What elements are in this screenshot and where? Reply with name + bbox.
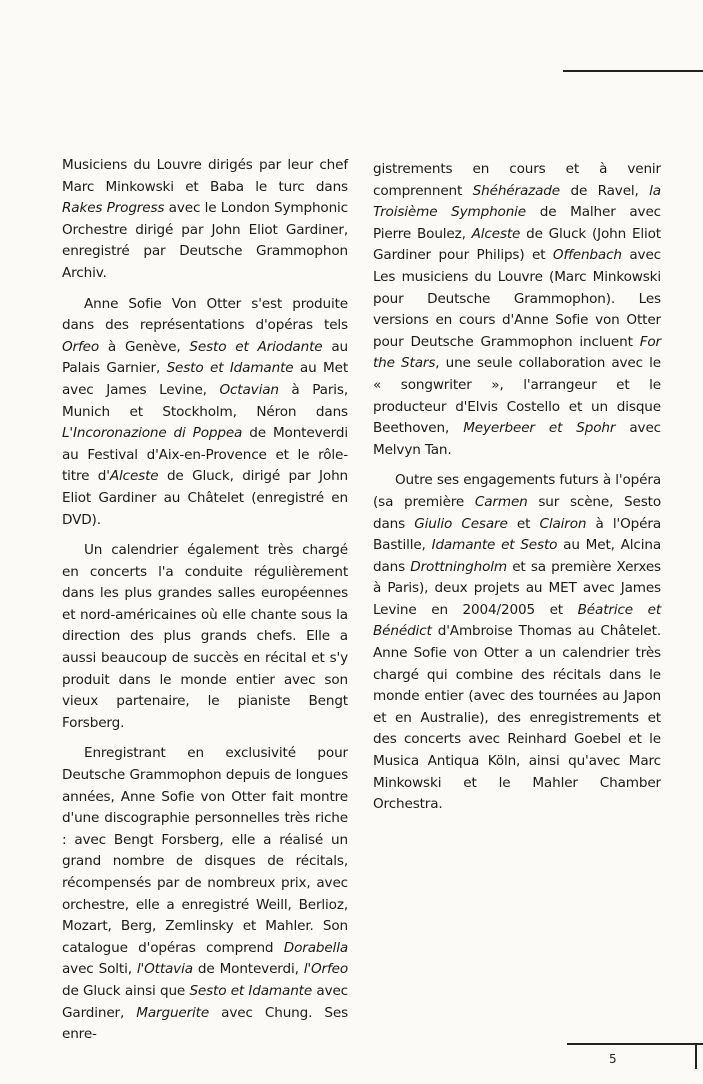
italic-title: Carmen bbox=[474, 493, 528, 510]
text-run: avec Solti, bbox=[62, 961, 137, 978]
bottom-rule bbox=[567, 1043, 703, 1045]
text-run: avec Gardiner, bbox=[62, 982, 348, 1021]
text-run: de Malher avec Pierre Boulez, bbox=[373, 204, 661, 242]
text-run: Anne Sofie Von Otter s'est produite dans des représentations d'opéras tels bbox=[62, 295, 348, 334]
text-run: de Gluck (John Eliot Gardiner pour Philips) et bbox=[373, 225, 661, 264]
italic-title: Rakes Progress bbox=[62, 200, 165, 217]
text-run: avec Melvyn Tan. bbox=[373, 420, 661, 458]
text-run: Un calendrier également très chargé en concerts l'a conduite régulièrement dans les plus grandes salles européennes et nord-américaines où elle chante sous la direction des plus grands chefs. Elle a aussi beaucoup de succès en récital et s'y produit dans le monde entier avec son vieux partenaire, le pianiste Bengt Forsberg. bbox=[62, 542, 348, 731]
italic-title: l'Ottavia bbox=[136, 961, 193, 978]
italic-title: Alceste bbox=[471, 225, 521, 242]
text-run: à Paris, Munich et Stockholm, Néron dans bbox=[62, 381, 348, 420]
italic-title: Orfeo bbox=[62, 338, 100, 355]
italic-title: Shéhérazade bbox=[472, 182, 560, 199]
paragraph bbox=[62, 155, 348, 285]
italic-title: Marguerite bbox=[136, 1004, 210, 1021]
italic-title: Giulio Cesare bbox=[414, 515, 508, 532]
text-run: de Ravel, bbox=[560, 182, 650, 199]
italic-title: Idamante et Sesto bbox=[431, 537, 558, 554]
paragraph bbox=[373, 159, 661, 461]
text-run: au Palais Garnier, bbox=[62, 338, 349, 377]
text-run: de Monteverdi au Festival d'Aix-en-Provence et le rôle-titre d' bbox=[62, 425, 348, 485]
italic-title: Dorabella bbox=[283, 939, 348, 956]
bottom-rule-tick bbox=[695, 1043, 697, 1069]
paragraph bbox=[62, 743, 348, 1045]
text-run: gistrements en cours et à venir comprennent bbox=[373, 161, 661, 199]
text-run: de Monteverdi, bbox=[192, 961, 304, 978]
italic-title: Béatrice et Bénédict bbox=[373, 601, 662, 640]
italic-title: For the Stars bbox=[373, 333, 661, 372]
italic-title: Meyerbeer et Spohr bbox=[463, 420, 616, 437]
paragraph bbox=[62, 294, 348, 532]
text-run: Enregistrant en exclusivité pour Deutsche Grammophon depuis de longues années, Anne Sofie von Otter fait montre d'une discographie personnelles très riche : avec Bengt Forsberg, elle a réalisé un grand nombre de disques de récitals, récompensés par de nombreux prix, avec orchestre, elle a enregistré Weill, Berlioz, Mozart, Berg, Zemlinsky et Mahler. Son catalogue d'opéras comprend bbox=[62, 745, 348, 956]
italic-title: L'Incoronazione di Poppea bbox=[62, 425, 243, 442]
text-run: et bbox=[507, 515, 540, 532]
text-run: avec Les musiciens du Louvre (Marc Minkowski pour Deutsche Grammophon). Les versions en cours d'Anne Sofie von Otter pour Deutsche Grammophon incluent bbox=[373, 247, 661, 350]
paragraph bbox=[62, 540, 348, 734]
italic-title: Alceste bbox=[109, 468, 159, 485]
text-run: à l'Opéra Bastille, bbox=[373, 515, 661, 554]
italic-title: l'Orfeo bbox=[303, 961, 348, 978]
italic-title: la Troisième Symphonie bbox=[373, 182, 661, 221]
italic-title: Octavian bbox=[219, 381, 279, 398]
italic-title: Sesto et Ariodante bbox=[189, 338, 323, 355]
text-run: Outre ses engagements futurs à l'opéra (sa première bbox=[373, 472, 661, 510]
text-run: avec Chung. Ses enre- bbox=[62, 1004, 348, 1043]
italic-title: Drottningholm bbox=[410, 558, 507, 575]
text-run: de Gluck ainsi que bbox=[62, 982, 190, 999]
page-number: 5 bbox=[609, 1052, 617, 1066]
text-run: Musiciens du Louvre dirigés par leur chef Marc Minkowski et Baba le turc dans bbox=[62, 157, 348, 195]
text-run: avec le London Symphonic Orchestre dirigé par John Eliot Gardiner, enregistré par Deutsche Grammophon Archiv. bbox=[62, 200, 348, 281]
text-run: sur scène, Sesto dans bbox=[373, 493, 661, 532]
top-rule bbox=[563, 70, 703, 72]
text-run: , une seule collaboration avec le « songwriter », l'arrangeur et le producteur d'Elvis Costello et un disque Beethoven, bbox=[373, 355, 661, 437]
text-run: au Met, Alcina dans bbox=[373, 537, 662, 575]
italic-title: Sesto et Idamante bbox=[189, 982, 313, 999]
paragraph bbox=[373, 470, 661, 816]
text-run: au Met avec James Levine, bbox=[62, 360, 348, 398]
right-column bbox=[373, 159, 661, 825]
text-run: et sa première Xerxes à Paris), deux projets au MET avec James Levine en 2004/2005 et bbox=[373, 558, 661, 618]
text-run: de Gluck, dirigé par John Eliot Gardiner au Châtelet (enregistré en DVD). bbox=[62, 468, 349, 528]
text-run: à Genève, bbox=[99, 338, 190, 355]
text-run: d'Ambroise Thomas au Châtelet. Anne Sofie von Otter a un calendrier très chargé qui combine des récitals dans le monde entier (avec des tournées au Japon et en Australie), des enregistrements et des concerts avec Reinhard Goebel et le Musica Antiqua Köln, ainsi qu'avec Marc Minkowski et le Mahler Chamber Orchestra. bbox=[373, 623, 661, 813]
italic-title: Offenbach bbox=[552, 247, 622, 264]
left-column bbox=[62, 155, 348, 1055]
italic-title: Clairon bbox=[539, 515, 587, 532]
italic-title: Sesto et Idamante bbox=[166, 360, 294, 377]
